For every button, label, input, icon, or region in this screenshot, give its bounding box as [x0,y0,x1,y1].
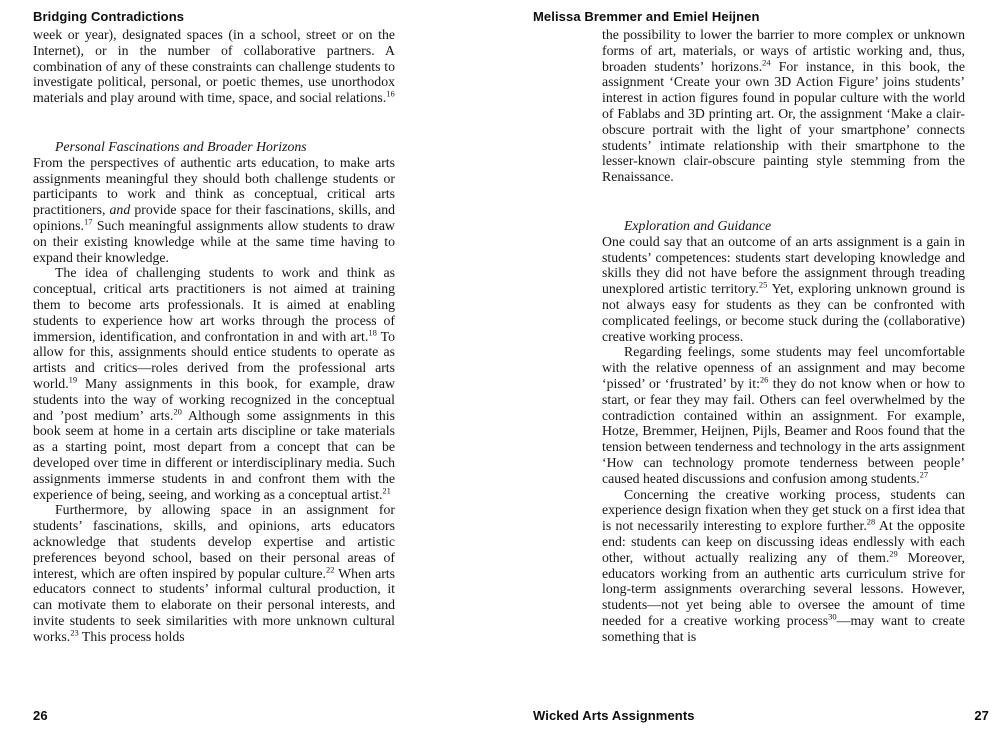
section-subheading: Exploration and Guidance [624,217,772,233]
body-paragraph: The idea of challenging students to work and think as conceptual, critical arts practitioners is not aimed at training them to become arts professionals. It is aimed at enabling students to experience how art works through the process of immersion, identification, and confrontation in and with art.$^{18}$ To allow for this, assignments should entice students to operate as artists and critics—roles derived from the professional arts world.$^{19}$ Many assignments in this book, for example, draw students into the way of working recognized in the conceptual and ’post medium’ arts.$^{20}$ Although some assignments in this book seem at home in a certain arts discipline or take materials as a starting point, most depart from a concept that can be developed over time in different or interdisciplinary media. Such assignments immerse students in and confront them with the experience of being, seeing, and working as a conceptual artist.$^{21}$ [33,265,396,502]
emphasized-text: and [109,202,131,218]
body-paragraph: From the perspectives of authentic arts education, to make arts assignments meaningful they should both challenge students or participants to work and think as conceptual, critical arts practitioners, and provide space for their fascinations, skills, and opinions.$^{17}$ Such meaningful assignments allow students to draw on their existing knowledge while at the same time having to expand their knowledge. [33,154,396,265]
footnote-reference: 26 [759,374,769,385]
page-number-right: 27 [974,708,989,723]
footnote-reference: 28 [866,516,876,527]
page-number-left: 26 [33,708,48,723]
footer-book-title: Wicked Arts Assignments [533,708,695,723]
body-paragraph: Concerning the creative working process, students can experience design fixation when they get stuck on a first idea that is not necessarily interesting to explore further.$^{28}$ At the opposite end: students can keep on discussing ideas endlessly with each other, without actually realizing any of them.$^{29}$ Moreover, educators working from an authentic arts curriculum strive for long-term assignments overarching several lessons. However, students—not yet being able to oversee the amount of time needed for a creative working process$^{30}$—may want to create something that is [602,486,965,644]
footnote-reference: 29 [889,548,898,559]
footnote-reference: 23 [70,627,79,638]
footnote-reference: 16 [386,88,395,99]
body-paragraph: One could say that an outcome of an arts assignment is a gain in students’ competences: students start developing knowledge and skills they did not have before the assignment through treading unexplored artistic territory.$^{25}$ Yet, exploring unknown ground is not always easy for students as they can be confronted with complicated feelings, or become stuck during the (collaborative) creative working process. [602,233,966,344]
footnote-reference: 21 [382,484,391,495]
footnote-reference: 20 [173,405,182,416]
body-paragraph: the possibility to lower the barrier to more complex or unknown forms of art, materials, or ways of artistic working and, thus, broaden students’ horizons.$^{24}$ For instance, in this book, the assignment ‘Create your own 3D Action Figure’ joins students’ interest in action figures found in popular culture with the world of Fablabs and 3D printing art. Or, the assignment ‘Make a clair-obscure portrait with the light of your smartphone’ connects students’ intimate relationship with their smartphone to the lesser-known clair-obscure painting style stemming from the Renaissance. [602,27,965,185]
body-paragraph: week or year), designated spaces (in a school, street or on the Internet), or in the number of collaborative partners. A combination of any of these constraints can challenge students to investigate political, personal, or poetic themes, use unorthodox materials and play around with time, space, and social relations.$^{16}$ [33,27,395,106]
footnote-reference: 19 [68,374,78,385]
page-right-body [602,27,965,644]
body-paragraph: Furthermore, by allowing space in an assignment for students’ fascinations, skills, and opinions, arts educators acknowledge that students develop expertise and artistic preferences beyond school, based on their personal areas of interest, which are often inspired by popular culture.$^{22}$ When arts educators connect to students’ informal cultural production, it can motivate them to elaborate on their personal interests, and invite students to seek similarities with more unknown cultural works.$^{23}$ This process holds [33,502,395,644]
running-head-left: Bridging Contradictions [33,9,185,24]
section-subheading: Personal Fascinations and Broader Horizons [55,138,307,154]
body-paragraph: Regarding feelings, some students may feel uncomfortable with the relative openness of an assignment and may become ‘pissed’ or ‘frustrated’ by it:$^{26}$ they do not know when or how to start, or fear they may fail. Others can feel overwhelmed by the contradiction contained within an assignment. For example, Hotze, Bremmer, Heijnen, Pijls, Beamer and Roos found that the tension between tenderness and technology in the arts assignment ‘How can technology promote tenderness between people’ caused heated discussions and confusion among students.$^{27}$ [602,344,965,486]
footnote-reference: 25 [758,279,768,290]
footnote-reference: 22 [325,563,335,574]
footnote-reference: 27 [919,469,929,480]
footnote-reference: 18 [368,326,377,337]
footnote-reference: 30 [828,611,837,622]
footnote-reference: 17 [83,216,93,227]
footnote-reference: 24 [762,57,771,67]
page-left-body [33,27,395,644]
running-head-right: Melissa Bremmer and Emiel Heijnen [533,9,760,24]
